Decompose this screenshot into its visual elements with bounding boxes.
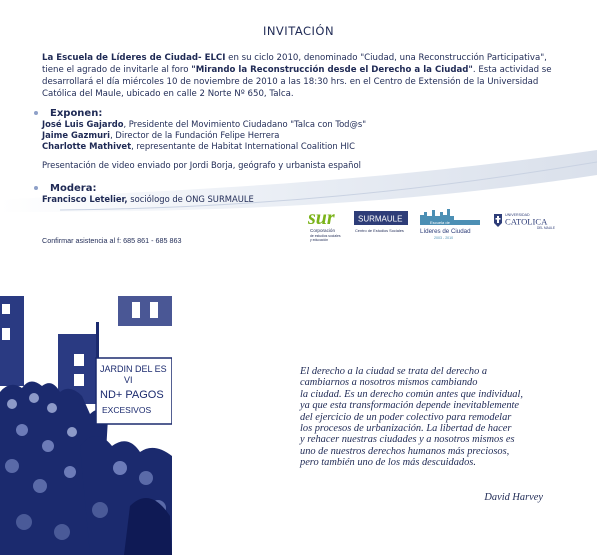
quote-line: cambiarnos a nosotros mismos cambiando (300, 377, 478, 389)
quote-line: El derecho a la ciudad se trata del derecho a (300, 366, 488, 377)
speaker-name: Charlotte Mathivet (42, 141, 132, 151)
intro-paragraph (42, 52, 562, 100)
speaker-item (42, 130, 366, 141)
video-note: Presentación de video enviado por Jordi Borja, geógrafo y urbanista español (42, 160, 361, 170)
sur-text-1: Corporación (310, 228, 336, 233)
exponen-label: Exponen: (50, 108, 103, 119)
exponen-heading (42, 108, 102, 119)
sur-text-2: de estudios sociales (310, 234, 341, 238)
moderator-role: sociólogo de ONG SURMAULE (127, 194, 254, 204)
sponsor-logos (306, 206, 566, 250)
ucm-mid: CATOLICA (505, 216, 548, 227)
modera-heading (42, 183, 96, 194)
moderator-name: Francisco Letelier, (42, 194, 128, 204)
protest-sign (96, 358, 172, 424)
forum-title: "Mirando la Reconstrucción desde el Derecho a la Ciudad" (191, 65, 473, 75)
sign-line-3: EXCESIVOS (102, 405, 152, 415)
speaker-role: , Director de la Fundación Felipe Herrera (110, 130, 280, 140)
speaker-item (42, 119, 366, 130)
quote-line: los procesos de urbanización. La libertad de hacer (300, 423, 512, 435)
protest-photo (0, 296, 172, 555)
speaker-item (42, 141, 366, 152)
sur-mark: sur (308, 207, 335, 229)
sur-logo (307, 207, 341, 242)
surmaule-name: SURMAULE (358, 214, 403, 224)
confirm-phone: Confirmar asistencia al f: 685 861 - 685 863 (42, 236, 182, 245)
speaker-name: José Luis Gajardo (42, 119, 124, 129)
intro-text-2: . Esta actividad se desarrollará el día miércoles 10 de noviembre de 2010 a las 18:30 hrs. en el Centro de Extensión de la Universidad Católica del Maule, ubicado en calle 2 Norte Nº 650, Talca. (42, 65, 552, 99)
quote-line: uno de nuestros derechos humanos más preciosos, (300, 445, 510, 457)
sign-line-1b: VI (124, 375, 133, 385)
org-name: La Escuela de Líderes de Ciudad- ELCI (42, 53, 226, 63)
escuela-big: Líderes de Ciudad (420, 228, 471, 235)
escuela-years: 2003 - 2010 (434, 236, 454, 240)
sign-line-1: JARDIN DEL ES (100, 364, 167, 374)
moderator-line (42, 194, 254, 205)
sign-line-2: ND+ PAGOS (100, 389, 164, 401)
modera-label: Modera: (50, 183, 97, 194)
ucm-bot: DEL MAULE (537, 226, 555, 230)
harvey-quote (300, 366, 575, 469)
sur-text-3: y educación (310, 238, 329, 242)
ucm-top: UNIVERSIDAD (505, 213, 530, 217)
escuela-logo (420, 209, 480, 240)
quote-line: del ejercicio de un poder colectivo para remodelar (300, 411, 512, 423)
speakers-list (42, 119, 366, 152)
bullet-dot (34, 111, 38, 115)
speaker-role: , Presidente del Movimiento Ciudadano "Talca con Tod@s" (123, 119, 367, 129)
surmaule-logo (354, 211, 408, 233)
speaker-name: Jaime Gazmuri (42, 130, 111, 140)
speaker-role: , representante de Habitat International Coalition HIC (131, 141, 355, 151)
quote-line: la ciudad. Es un derecho común antes que individual, (300, 388, 523, 400)
page-title: INVITACIÓN (262, 24, 335, 38)
intro-text-1: en su ciclo 2010, denominado "Ciudad, una Reconstrucción Participativa", tiene el agrado de invitarle al foro (42, 53, 547, 75)
quote-line: pero también uno de los más descuidados. (300, 457, 476, 469)
ucm-logo (494, 213, 555, 230)
surmaule-sub: Centro de Estudios Sociales (355, 228, 404, 233)
quote-line: ya que esta transformación depende inevitablemente (300, 400, 520, 412)
quote-author: David Harvey (484, 492, 543, 503)
quote-line: y rehacer nuestras ciudades y a nosotros mismos es (300, 434, 515, 446)
escuela-small: Escuela de (430, 220, 450, 226)
bullet-dot (34, 186, 38, 190)
